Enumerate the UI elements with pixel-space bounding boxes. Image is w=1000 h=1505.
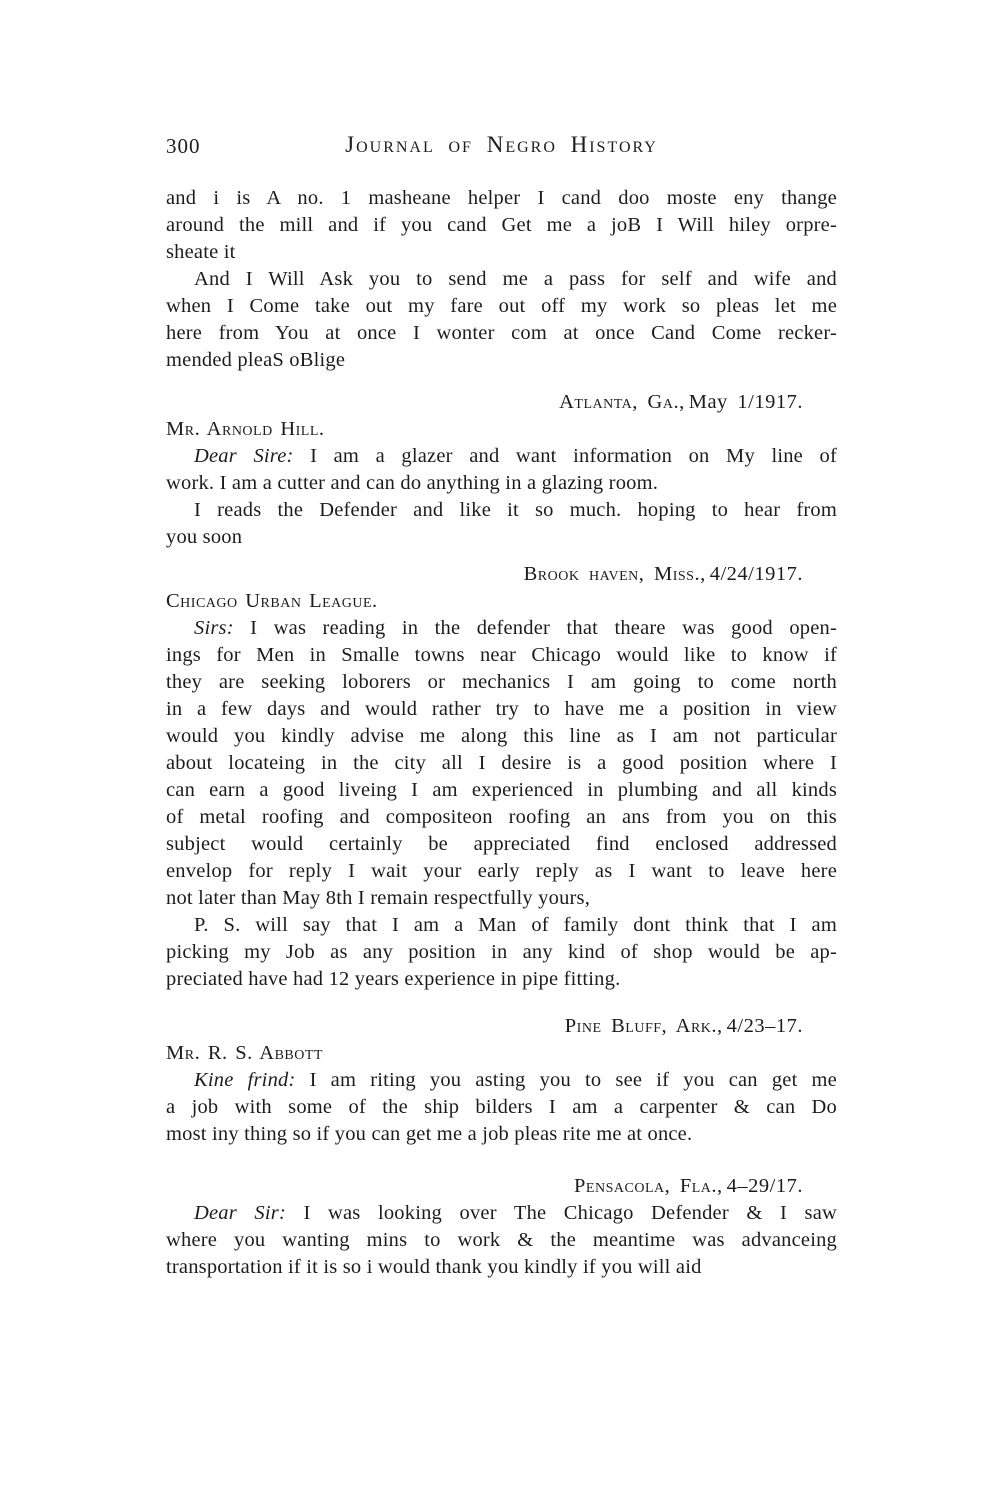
salutation-lead: Sirs: bbox=[194, 617, 234, 639]
page-number: 300 bbox=[166, 134, 201, 158]
text-line: can earn a good liveing I am experienced in plumbing and all kinds bbox=[166, 779, 837, 801]
letter-atlanta bbox=[166, 389, 837, 551]
text-column bbox=[166, 132, 837, 1281]
text-line: Kine frind: I am riting you asting you to see if you can get me bbox=[194, 1069, 837, 1091]
salutation-lead: Dear Sir: bbox=[194, 1202, 286, 1224]
text-line: of metal roofing and compositeon roofing an ans from you on this bbox=[166, 806, 837, 828]
text-line: P. S. will say that I am a Man of family dont think that I am bbox=[194, 914, 837, 936]
text-line: mended pleaS oBlige bbox=[166, 349, 346, 371]
text-line: sheate it bbox=[166, 241, 236, 263]
text-line: would you kindly advise me along this line as I am not particular bbox=[166, 725, 837, 747]
page-header bbox=[166, 132, 837, 158]
letter-dateline bbox=[166, 1013, 837, 1040]
dateline-date: 4/24/1917. bbox=[709, 563, 803, 585]
letter-dateline bbox=[166, 1173, 837, 1200]
letter-paragraph bbox=[166, 1067, 837, 1148]
text-line: transportation if it is so i would thank you kindly if you will aid bbox=[166, 1256, 702, 1278]
text-line: Dear Sire: I am a glazer and want information on My line of bbox=[194, 445, 837, 467]
text-line: not later than May 8th I remain respectfully yours, bbox=[166, 887, 591, 909]
text-line: they are seeking loborers or mechanics I am going to come north bbox=[166, 671, 837, 693]
letter-paragraph bbox=[166, 443, 837, 497]
letter-addressee: Mr. Arnold Hill. bbox=[166, 418, 325, 440]
letter-addressee: Chicago Urban League. bbox=[166, 590, 378, 612]
text-line: where you wanting mins to work & the meantime was advanceing bbox=[166, 1229, 837, 1251]
text-line: in a few days and would rather try to have me a position in view bbox=[166, 698, 837, 720]
salutation-lead: Kine frind: bbox=[194, 1069, 296, 1091]
text-line: And I Will Ask you to send me a pass for self and wife and bbox=[194, 268, 837, 290]
letter-pinebluff bbox=[166, 1013, 837, 1148]
letter-brookhaven bbox=[166, 561, 837, 993]
text-line: when I Come take out my fare out off my work so pleas let me bbox=[166, 295, 837, 317]
dateline-date: May 1/1917. bbox=[688, 391, 803, 413]
dateline-place: Atlanta, Ga., bbox=[559, 391, 685, 413]
dateline-date: 4/23–17. bbox=[726, 1015, 803, 1037]
text-line: I reads the Defender and like it so much. hoping to hear from bbox=[194, 499, 837, 521]
dateline-date: 4–29/17. bbox=[726, 1175, 803, 1197]
letter-paragraph bbox=[166, 615, 837, 912]
text-line: you soon bbox=[166, 526, 243, 548]
letter-paragraph bbox=[166, 266, 837, 374]
text-line: a job with some of the ship bilders I am a carpenter & can Do bbox=[166, 1096, 837, 1118]
salutation-lead: Dear Sire: bbox=[194, 445, 294, 467]
text-line: picking my Job as any position in any kind of shop would be ap- bbox=[166, 941, 837, 963]
letter-pensacola bbox=[166, 1173, 837, 1281]
text-line: around the mill and if you cand Get me a joB I Will hiley orpre- bbox=[166, 214, 837, 236]
text-line: envelop for reply I wait your early reply as I want to leave here bbox=[166, 860, 837, 882]
dateline-place: Brook haven, Miss., bbox=[523, 563, 706, 585]
letter-paragraph bbox=[166, 497, 837, 551]
journal-title: Journal of Negro History bbox=[345, 132, 658, 157]
text-line: and i is A no. 1 masheane helper I cand doo moste eny thange bbox=[166, 187, 837, 209]
text-line: preciated have had 12 years experience in pipe fitting. bbox=[166, 968, 621, 990]
letter-dateline bbox=[166, 561, 837, 588]
text-line: ings for Men in Smalle towns near Chicago would like to know if bbox=[166, 644, 837, 666]
letter-paragraph bbox=[166, 1200, 837, 1281]
dateline-place: Pine Bluff, Ark., bbox=[564, 1015, 723, 1037]
text-line: subject would certainly be appreciated find enclosed addressed bbox=[166, 833, 837, 855]
text-line: here from You at once I wonter com at once Cand Come recker- bbox=[166, 322, 837, 344]
letter-paragraph bbox=[166, 185, 837, 266]
letter-addressee: Mr. R. S. Abbott bbox=[166, 1042, 323, 1064]
text-line: Dear Sir: I was looking over The Chicago Defender & I saw bbox=[194, 1202, 837, 1224]
text-line: work. I am a cutter and can do anything in a glazing room. bbox=[166, 472, 659, 494]
text-line: Sirs: I was reading in the defender that theare was good open- bbox=[194, 617, 837, 639]
dateline-place: Pensacola, Fla., bbox=[574, 1175, 723, 1197]
text-line: most iny thing so if you can get me a job pleas rite me at once. bbox=[166, 1123, 693, 1145]
letter-dateline bbox=[166, 389, 837, 416]
letter-paragraph bbox=[166, 912, 837, 993]
text-line: about locateing in the city all I desire is a good position where I bbox=[166, 752, 837, 774]
